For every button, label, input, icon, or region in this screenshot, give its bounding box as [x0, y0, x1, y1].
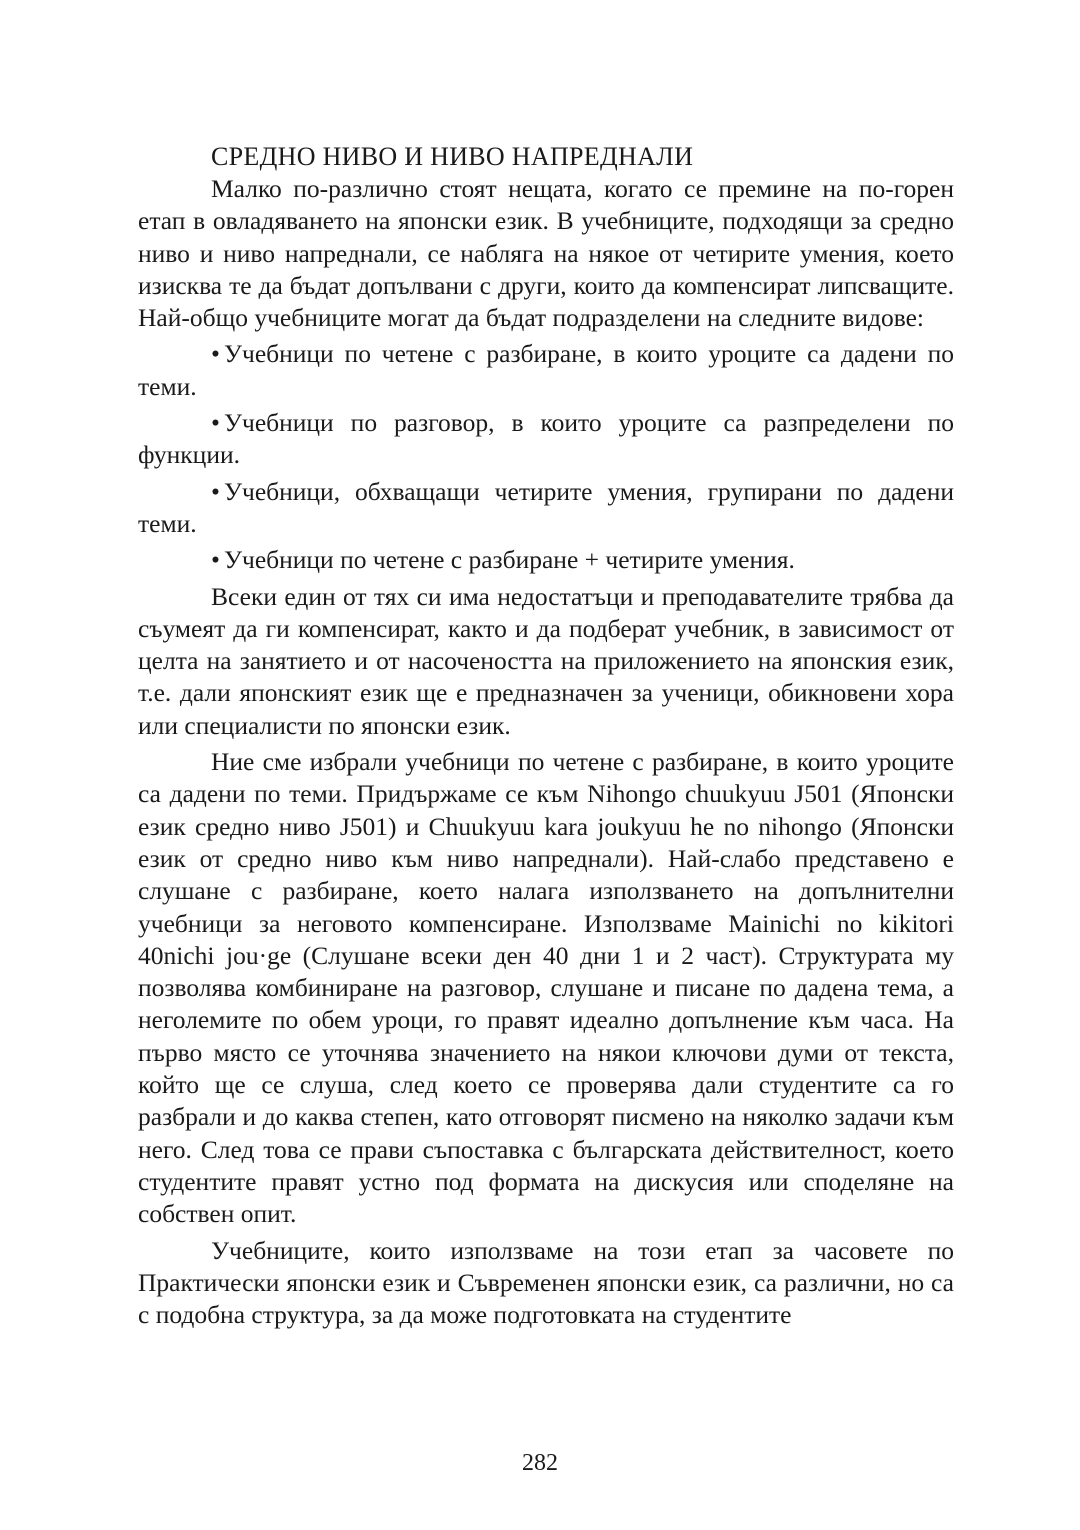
- bullet-text: Учебници по четене с разбиране, в които уроците са дадени по теми.: [138, 339, 954, 401]
- bullet-item: [138, 544, 954, 576]
- intro-paragraph: Малко по-различно стоят нещата, когато се премине на по-горен етап в овладяването на японски език. В учебниците, подходящи за средно ниво и ниво напреднали, се набляга на някое от четирите умения, което изисква те да бъдат допълвани с други, които да компенсират липсващите. Най-общо учебниците могат да бъдат подразделени на следните видове:: [138, 174, 954, 333]
- body-paragraph: Учебниците, които използваме на този етап за часовете по Практически японски език и Съвременен японски език, са различни, но са с подобна структура, за да може подготовката на студентите: [138, 1235, 954, 1330]
- page-number: 282: [522, 1450, 558, 1476]
- page-body: [138, 140, 954, 1331]
- bullet-text: Учебници по разговор, в които уроците са разпределени по функции.: [138, 408, 954, 470]
- bullet-text: Учебници, обхващащи четирите умения, групирани по дадени теми.: [138, 476, 954, 538]
- body-paragraph: Ние сме избрали учебници по четене с разбиране, в които уроците са дадени по теми. Придържаме се към Nihongo chuukyuu J501 (Японски език средно ниво J501) и Chuukyuu kara joukyuu he no nihongo (Японски език от средно ниво към ниво напреднали). Най-слабо представено е слушане с разбиране, което налага използването на допълнителни учебници за неговото компенсиране. Използваме Mainichi no kikitori 40nichi jou·ge (Слушане всеки ден 40 дни 1 и 2 част). Структурата му позволява комбиниране на разговор, слушане и писане по дадена тема, а неголемите по обем уроци, го правят идеално допълнение към часа. На първо място се уточнява значението на някои ключови думи от текста, който ще се слуша, след което се проверява дали студентите са го разбрали и до каква степен, като отговорят писмено на няколко задачи към него. След това се прави съпоставка с българската действителност, което студентите правят устно под формата на дискусия или споделяне на собствен опит.: [138, 747, 954, 1229]
- bullet-item: [138, 338, 954, 403]
- bullet-item: [138, 407, 954, 472]
- section-heading: СРЕДНО НИВО И НИВО НАПРЕДНАЛИ: [211, 142, 694, 171]
- bullet-icon: •: [211, 339, 220, 369]
- bullet-item: [138, 476, 954, 541]
- body-paragraph: Всеки един от тях си има недостатъци и преподавателите трябва да съумеят да ги компенсират, както и да подберат учебник, в зависимост от целта на занятието и от насочеността на приложението на японския език, т.е. дали японският език ще е предназначен за ученици, обикновени хора или специалисти по японски език.: [138, 581, 954, 740]
- bullet-icon: •: [211, 408, 220, 438]
- bullet-icon: •: [211, 545, 220, 575]
- bullet-icon: •: [211, 476, 220, 506]
- bullet-text: Учебници по четене с разбиране + четирите умения.: [223, 545, 795, 575]
